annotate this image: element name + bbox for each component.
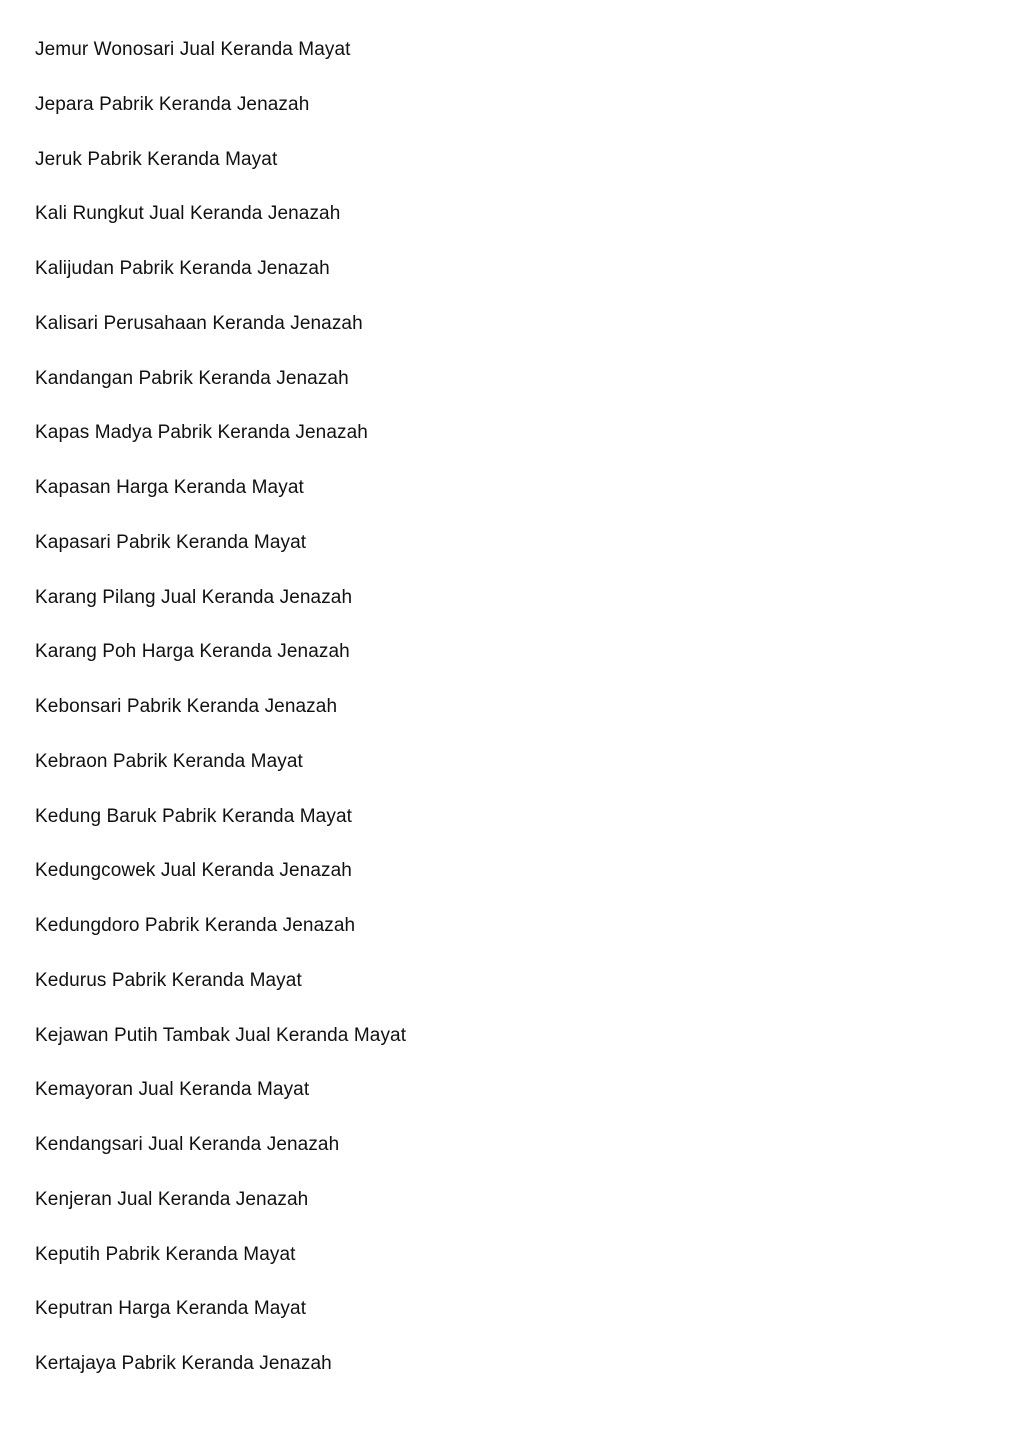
list-item: Kemayoran Jual Keranda Mayat — [35, 1079, 310, 1101]
list-item: Karang Poh Harga Keranda Jenazah — [35, 641, 350, 663]
list-item: Keputran Harga Keranda Mayat — [35, 1298, 307, 1320]
list-item: Karang Pilang Jual Keranda Jenazah — [35, 586, 353, 608]
list-item: Kendangsari Jual Keranda Jenazah — [35, 1134, 340, 1155]
list-item: Jepara Pabrik Keranda Jenazah — [35, 93, 310, 115]
list-item: Kenjeran Jual Keranda Jenazah — [35, 1188, 309, 1210]
location-list — [35, 36, 406, 1405]
list-item: Kertajaya Pabrik Keranda Jenazah — [35, 1353, 332, 1374]
list-item: Kedung Baruk Pabrik Keranda Mayat — [35, 805, 352, 827]
list-item: Kedungcowek Jual Keranda Jenazah — [35, 860, 352, 882]
list-item: Kalisari Perusahaan Keranda Jenazah — [35, 312, 363, 334]
list-item: Kapas Madya Pabrik Keranda Jenazah — [35, 422, 368, 444]
list-item: Kapasari Pabrik Keranda Mayat — [35, 531, 307, 553]
list-item: Kebraon Pabrik Keranda Mayat — [35, 750, 303, 772]
list-item: Kalijudan Pabrik Keranda Jenazah — [35, 258, 330, 279]
list-item: Kebonsari Pabrik Keranda Jenazah — [35, 696, 338, 717]
list-item: Kedurus Pabrik Keranda Mayat — [35, 969, 302, 991]
list-item: Jeruk Pabrik Keranda Mayat — [35, 148, 278, 170]
list-item: Keputih Pabrik Keranda Mayat — [35, 1243, 296, 1265]
list-item: Kapasan Harga Keranda Mayat — [35, 477, 304, 498]
list-item: Kejawan Putih Tambak Jual Keranda Mayat — [35, 1024, 407, 1046]
list-item: Kali Rungkut Jual Keranda Jenazah — [35, 203, 341, 225]
list-item: Jemur Wonosari Jual Keranda Mayat — [35, 39, 351, 60]
list-item: Kedungdoro Pabrik Keranda Jenazah — [35, 915, 356, 936]
list-item: Kandangan Pabrik Keranda Jenazah — [35, 367, 349, 389]
